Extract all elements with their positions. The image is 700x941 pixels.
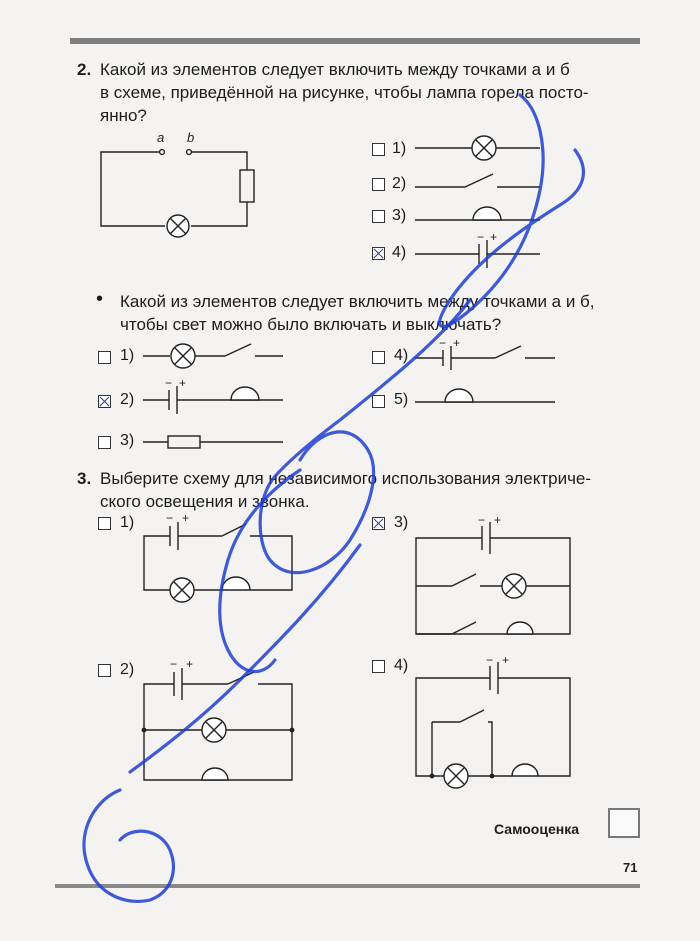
q3-option-3-label: 3) [394,514,409,531]
battery-minus-sign: − [166,511,174,525]
question-2-sub-line-1: Какой из элементов следует включить между точками a и б, [120,292,595,311]
question-2-text [100,58,660,127]
q3-option-4-circuit [412,652,577,784]
point-b-label: b [187,130,195,145]
question-2-line-2: в схеме, приведённой на рисунке, чтобы лампа горела посто- [100,83,589,102]
question-2-number: 2. [77,60,92,79]
q2-option-4-battery [415,230,545,266]
q2-sub-option-1-checkbox[interactable] [98,351,111,364]
self-assessment-label: Самооценка [494,821,579,837]
q2-sub-option-4-checkbox[interactable] [372,351,385,364]
battery-minus-sign: − [170,657,178,671]
bullet-point: • [96,288,104,310]
q3-option-1-label: 1) [120,514,135,531]
q3-option-2-label: 2) [120,661,135,678]
battery-minus-sign: − [439,336,447,350]
q2-option-3-checkbox[interactable] [372,210,385,223]
q3-option-2-circuit [140,656,300,786]
battery-minus-sign: − [477,230,485,244]
battery-minus-sign: − [165,376,173,390]
battery-plus-sign: + [494,513,502,527]
q2-option-3-bell [415,200,545,228]
battery-plus-sign: + [186,657,194,671]
q2-sub-option-5-bell [415,380,560,410]
bottom-divider [55,884,640,888]
q2-option-2-switch [415,170,545,196]
q2-option-4-checkbox[interactable] [372,247,385,260]
q2-sub-option-4-label: 4) [394,347,409,364]
q2-sub-option-2-label: 2) [120,391,135,408]
question-2-sub-text [120,290,650,336]
q2-option-1-label: 1) [392,140,407,157]
question-3-line-2: ского освещения и звонка. [100,492,310,511]
q2-sub-option-4-battery-switch [415,336,560,370]
q2-sub-option-3-checkbox[interactable] [98,436,111,449]
q3-option-1-circuit [140,510,300,605]
q2-sub-option-3-label: 3) [120,432,135,449]
battery-plus-sign: + [182,511,190,525]
q2-sub-option-1-lamp-switch [143,340,288,370]
q2-option-3-label: 3) [392,207,407,224]
question-3-text [100,467,660,513]
q2-sub-option-3-resistor [143,430,288,454]
q2-sub-option-1-label: 1) [120,347,135,364]
q2-sub-option-5-checkbox[interactable] [372,395,385,408]
q2-sub-option-2-checkbox[interactable] [98,395,111,408]
battery-plus-sign: + [179,376,187,390]
battery-plus-sign: + [490,230,498,244]
q2-option-1-lamp [415,135,545,161]
q3-option-1-checkbox[interactable] [98,517,111,530]
battery-plus-sign: + [502,653,510,667]
q2-option-4-label: 4) [392,244,407,261]
battery-minus-sign: − [478,513,486,527]
q2-option-2-checkbox[interactable] [372,178,385,191]
q3-option-4-label: 4) [394,657,409,674]
q2-sub-option-2-battery-bell [143,376,288,416]
q2-sub-option-5-label: 5) [394,391,409,408]
point-a-label: a [157,130,165,145]
q3-option-3-circuit [412,512,577,642]
q2-option-1-checkbox[interactable] [372,143,385,156]
page-number: 71 [623,860,638,875]
q2-option-2-label: 2) [392,175,407,192]
q3-option-3-checkbox[interactable] [372,517,385,530]
battery-minus-sign: − [486,653,494,667]
q3-option-4-checkbox[interactable] [372,660,385,673]
q3-option-2-checkbox[interactable] [98,664,111,677]
self-assessment-box[interactable] [608,808,640,838]
question-2-line-1: Какой из элементов следует включить между точками a и б [100,60,570,79]
question-2-main-circuit [95,130,265,240]
question-3-line-1: Выберите схему для независимого использования электриче- [100,469,592,488]
top-divider [70,38,640,44]
question-2-line-3: янно? [100,106,147,125]
question-2-sub-line-2: чтобы свет можно было включать и выключать? [120,315,502,334]
question-3-number: 3. [77,469,92,488]
battery-plus-sign: + [453,336,461,350]
